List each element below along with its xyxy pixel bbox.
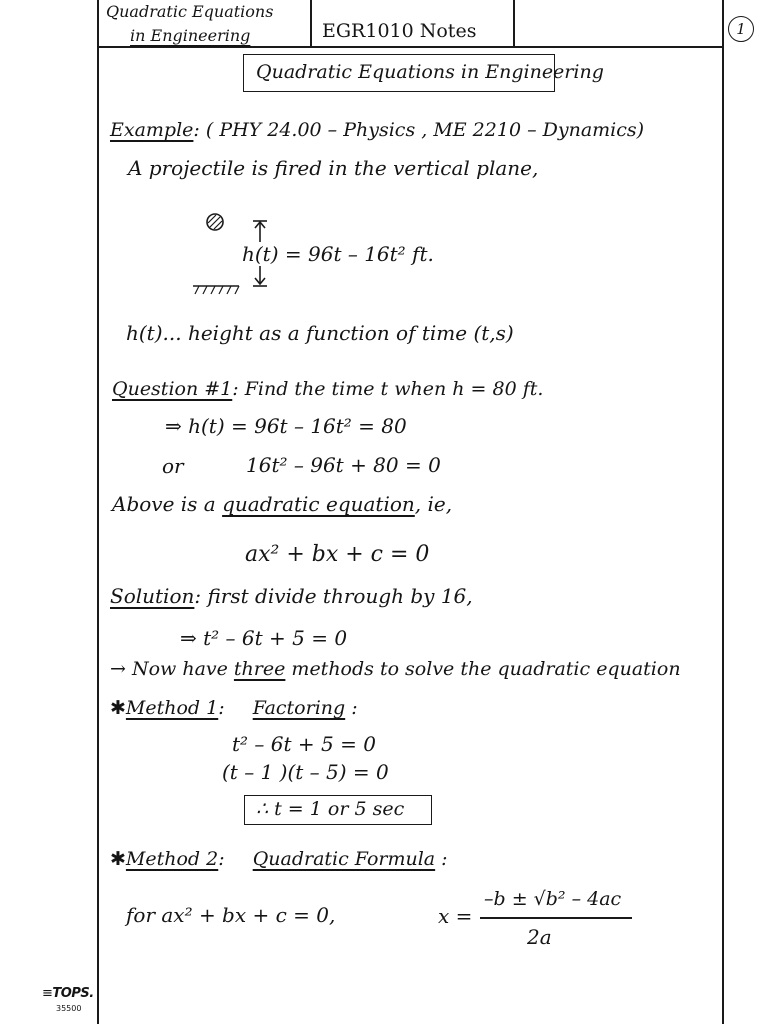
question-line <box>112 380 543 399</box>
methods-line <box>110 660 681 679</box>
right-margin-rule <box>722 0 724 1024</box>
solution-line <box>110 586 473 606</box>
general-form: ax² + bx + c = 0 <box>245 542 430 567</box>
projectile-ball-icon <box>205 212 225 232</box>
method2-colon: : <box>218 848 225 870</box>
question-step2: 16t² – 96t + 80 = 0 <box>246 453 441 477</box>
page-title: Quadratic Equations in Engineering <box>256 61 604 83</box>
question-or: or <box>162 454 184 478</box>
tops-code: 35500 <box>56 1004 82 1013</box>
tops-logo <box>42 986 94 1001</box>
tops-brand: TOPS. <box>52 986 94 1001</box>
method1-colon: : <box>218 697 225 719</box>
method2-for-text: for ax² + bx + c = 0, <box>126 903 336 927</box>
question-step1: ⇒ h(t) = 96t – 16t² = 80 <box>165 414 407 438</box>
quadratic-term: quadratic equation <box>222 492 415 516</box>
example-intro: A projectile is fired in the vertical plane, <box>128 156 539 180</box>
logo-lines-icon: ≡ <box>42 986 53 1001</box>
page-number-circle <box>728 16 754 42</box>
question-label: Question #1 <box>112 378 233 400</box>
formula-denominator: 2a <box>527 925 552 949</box>
formula-fraction-bar <box>480 917 632 919</box>
example-line <box>110 121 644 140</box>
question-text: : Find the time t when h = 80 ft. <box>232 378 544 400</box>
header-course: EGR1010 Notes <box>322 20 477 42</box>
header-divider-1 <box>310 0 312 47</box>
formula-x-eq: x = <box>438 904 473 928</box>
example-courses: : ( PHY 24.00 – Physics , ME 2210 – Dynamics) <box>193 119 645 141</box>
method2-line: ✱Method 2: Quadratic Formula : <box>110 848 448 870</box>
header-bottom-rule <box>97 46 723 48</box>
simplified-equation: ⇒ t² – 6t + 5 = 0 <box>180 626 348 650</box>
quadratic-note <box>112 494 452 514</box>
methods-count: three <box>233 658 286 680</box>
asterisk-icon: ✱ <box>110 848 126 870</box>
method1-line2: (t – 1 )(t – 5) = 0 <box>222 760 389 784</box>
header-divider-2 <box>513 0 515 47</box>
formula-numerator: –b ± √b² – 4ac <box>484 888 622 910</box>
header-topic-line2: in Engineering <box>130 26 251 45</box>
header-topic-line1: Quadratic Equations <box>106 2 274 21</box>
asterisk-icon: ✱ <box>110 697 126 719</box>
solution-text: : first divide through by 16, <box>194 584 473 608</box>
height-down-arrow-icon <box>250 266 270 290</box>
method1-label: Method 1 <box>125 697 219 719</box>
method1-answer: ∴ t = 1 or 5 sec <box>256 798 405 820</box>
quadratic-note-prefix: Above is a <box>112 492 216 516</box>
page-number: 1 <box>736 20 746 38</box>
method1-line1: t² – 6t + 5 = 0 <box>232 732 376 756</box>
example-label: Example <box>110 119 194 141</box>
method1-line: ✱Method 1: Factoring : <box>110 697 358 719</box>
method2-label: Method 2 <box>125 848 219 870</box>
height-equation: h(t) = 96t – 16t² ft. <box>242 242 434 266</box>
methods-prefix: → Now have <box>110 658 228 680</box>
ground-hatch-icon <box>193 284 241 296</box>
height-up-arrow-icon <box>250 218 270 244</box>
left-margin-rule <box>97 0 99 1024</box>
height-definition: h(t)... height as a function of time (t,s) <box>126 321 514 345</box>
quadratic-note-suffix: , ie, <box>414 492 453 516</box>
solution-label: Solution <box>110 584 195 608</box>
method1-name: Factoring <box>252 697 346 719</box>
method2-name: Quadratic Formula <box>252 848 436 870</box>
methods-suffix: methods to solve the quadratic equation <box>291 658 681 680</box>
